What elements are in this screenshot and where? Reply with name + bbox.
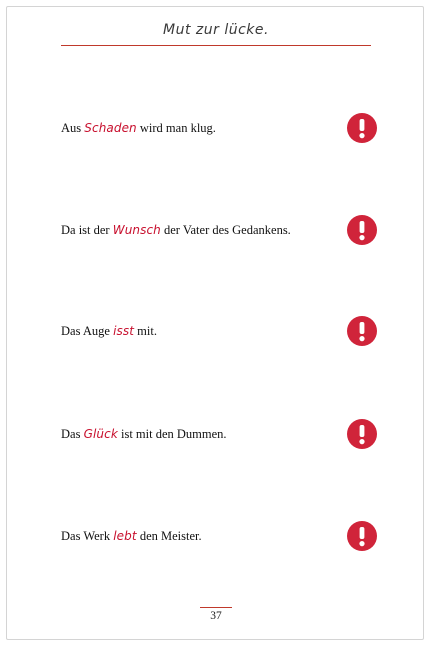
proverb-keyword: Wunsch [112,222,161,237]
header-divider [61,45,371,46]
proverb-keyword: lebt [113,528,137,543]
exclamation-circle-icon[interactable] [347,521,377,551]
exclamation-circle-icon[interactable] [347,113,377,143]
exclamation-circle-icon[interactable] [347,316,377,346]
proverb-item-5 [61,519,371,553]
proverb-text: Das Glück ist mit den Dummen. [61,426,227,441]
page-number: 37 [210,610,222,622]
proverb-keyword: Schaden [84,120,137,135]
proverb-keyword: Glück [83,426,118,441]
exclamation-circle-icon[interactable] [347,419,377,449]
proverb-item-4 [61,417,371,451]
proverb-text: Das Auge isst mit. [61,323,157,338]
proverb-text: Das Werk lebt den Meister. [61,528,202,543]
footer-divider [200,607,232,608]
proverb-text: Aus Schaden wird man klug. [61,120,216,135]
proverb-item-3 [61,314,371,348]
proverb-text: Da ist der Wunsch der Vater des Gedankens. [61,222,291,237]
proverb-item-1 [61,111,371,145]
page-title: Mut zur lücke. [163,22,269,38]
proverb-item-2 [61,213,371,247]
exclamation-circle-icon[interactable] [347,215,377,245]
proverb-keyword: isst [113,323,135,338]
